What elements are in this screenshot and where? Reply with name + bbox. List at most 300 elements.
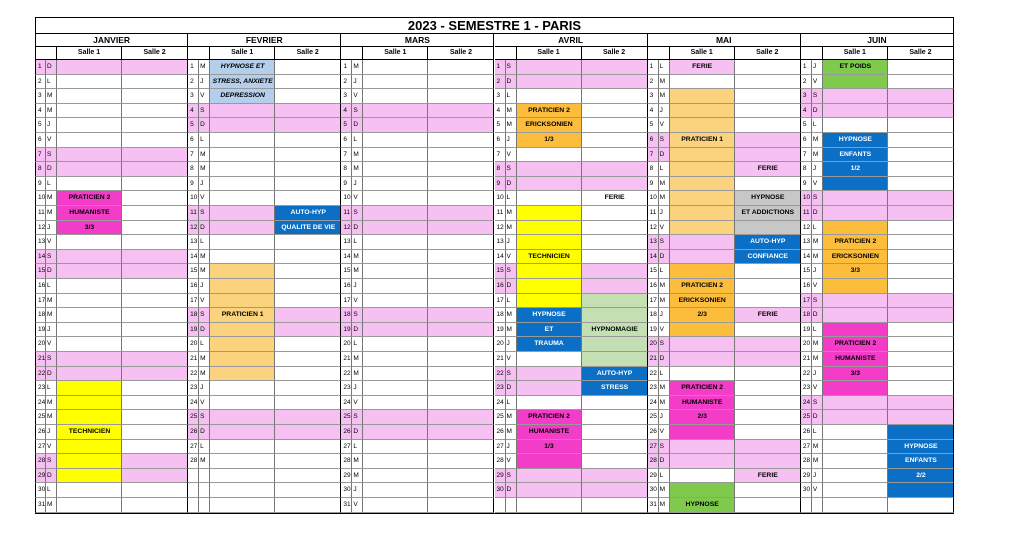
salle-2-cell[interactable] <box>122 162 188 177</box>
salle-1-cell[interactable] <box>670 337 735 352</box>
salle-1-cell[interactable] <box>670 89 735 104</box>
salle-2-cell[interactable] <box>735 221 801 236</box>
salle-2-cell[interactable] <box>582 191 648 206</box>
salle-2-cell[interactable] <box>582 483 648 498</box>
salle-1-cell[interactable] <box>517 323 582 338</box>
salle-1-cell[interactable] <box>823 279 888 294</box>
salle-1-cell[interactable] <box>57 148 122 163</box>
salle-1-cell[interactable] <box>210 133 275 148</box>
salle-2-cell[interactable] <box>428 337 494 352</box>
salle-1-cell[interactable] <box>823 483 888 498</box>
salle-1-cell[interactable] <box>363 337 428 352</box>
salle-2-cell[interactable] <box>582 381 648 396</box>
salle-1-cell[interactable] <box>57 264 122 279</box>
salle-2-cell[interactable] <box>122 323 188 338</box>
salle-2-cell[interactable] <box>275 498 341 513</box>
salle-1-cell[interactable] <box>57 162 122 177</box>
salle-1-cell[interactable] <box>57 367 122 382</box>
salle-2-cell[interactable] <box>888 279 954 294</box>
salle-2-cell[interactable] <box>582 221 648 236</box>
salle-2-cell[interactable] <box>122 454 188 469</box>
salle-2-cell[interactable] <box>735 162 801 177</box>
salle-2-cell[interactable] <box>582 410 648 425</box>
salle-1-cell[interactable] <box>210 118 275 133</box>
salle-2-cell[interactable] <box>888 454 954 469</box>
salle-2-cell[interactable] <box>735 323 801 338</box>
salle-1-cell[interactable] <box>823 381 888 396</box>
salle-1-cell[interactable] <box>517 396 582 411</box>
salle-2-cell[interactable] <box>122 250 188 265</box>
salle-2-cell[interactable] <box>735 177 801 192</box>
salle-2-cell[interactable] <box>888 294 954 309</box>
salle-1-cell[interactable] <box>670 177 735 192</box>
salle-1-cell[interactable] <box>517 352 582 367</box>
salle-1-cell[interactable] <box>363 469 428 484</box>
salle-2-cell[interactable] <box>275 118 341 133</box>
salle-2-cell[interactable] <box>888 323 954 338</box>
salle-1-cell[interactable] <box>210 191 275 206</box>
salle-1-cell[interactable] <box>517 221 582 236</box>
salle-1-cell[interactable] <box>57 337 122 352</box>
salle-1-cell[interactable] <box>517 60 582 75</box>
salle-1-cell[interactable] <box>57 279 122 294</box>
salle-1-cell[interactable] <box>363 60 428 75</box>
salle-2-cell[interactable] <box>735 483 801 498</box>
salle-2-cell[interactable] <box>122 221 188 236</box>
salle-1-cell[interactable] <box>670 221 735 236</box>
salle-2-cell[interactable] <box>582 133 648 148</box>
salle-1-cell[interactable] <box>363 133 428 148</box>
salle-2-cell[interactable] <box>582 352 648 367</box>
salle-1-cell[interactable] <box>210 352 275 367</box>
salle-2-cell[interactable] <box>275 60 341 75</box>
salle-2-cell[interactable] <box>888 206 954 221</box>
salle-1-cell[interactable] <box>823 60 888 75</box>
salle-2-cell[interactable] <box>275 279 341 294</box>
salle-1-cell[interactable] <box>670 498 735 513</box>
salle-1-cell[interactable] <box>363 104 428 119</box>
salle-2-cell[interactable] <box>428 148 494 163</box>
salle-1-cell[interactable] <box>670 60 735 75</box>
salle-2-cell[interactable] <box>122 133 188 148</box>
salle-1-cell[interactable] <box>210 104 275 119</box>
salle-2-cell[interactable] <box>735 410 801 425</box>
salle-1-cell[interactable] <box>823 221 888 236</box>
salle-1-cell[interactable] <box>670 162 735 177</box>
salle-2-cell[interactable] <box>888 235 954 250</box>
salle-2-cell[interactable] <box>122 410 188 425</box>
salle-2-cell[interactable] <box>582 75 648 90</box>
salle-2-cell[interactable] <box>428 396 494 411</box>
salle-1-cell[interactable] <box>363 191 428 206</box>
salle-1-cell[interactable] <box>57 469 122 484</box>
salle-1-cell[interactable] <box>517 381 582 396</box>
salle-1-cell[interactable] <box>517 264 582 279</box>
salle-2-cell[interactable] <box>122 337 188 352</box>
salle-1-cell[interactable] <box>670 294 735 309</box>
salle-1-cell[interactable] <box>363 162 428 177</box>
salle-2-cell[interactable] <box>428 250 494 265</box>
salle-2-cell[interactable] <box>122 308 188 323</box>
salle-2-cell[interactable] <box>735 279 801 294</box>
salle-1-cell[interactable] <box>517 162 582 177</box>
salle-2-cell[interactable] <box>735 235 801 250</box>
salle-2-cell[interactable] <box>888 118 954 133</box>
salle-1-cell[interactable] <box>517 235 582 250</box>
salle-1-cell[interactable] <box>57 483 122 498</box>
salle-2-cell[interactable] <box>735 367 801 382</box>
salle-1-cell[interactable] <box>363 367 428 382</box>
salle-2-cell[interactable] <box>122 498 188 513</box>
salle-1-cell[interactable] <box>517 133 582 148</box>
salle-1-cell[interactable] <box>57 381 122 396</box>
salle-2-cell[interactable] <box>122 148 188 163</box>
salle-1-cell[interactable] <box>363 279 428 294</box>
salle-2-cell[interactable] <box>735 60 801 75</box>
salle-1-cell[interactable] <box>363 118 428 133</box>
salle-2-cell[interactable] <box>735 104 801 119</box>
salle-1-cell[interactable] <box>210 162 275 177</box>
salle-2-cell[interactable] <box>735 133 801 148</box>
salle-2-cell[interactable] <box>582 89 648 104</box>
salle-1-cell[interactable] <box>517 206 582 221</box>
salle-1-cell[interactable] <box>57 294 122 309</box>
salle-2-cell[interactable] <box>582 454 648 469</box>
salle-2-cell[interactable] <box>888 469 954 484</box>
salle-2-cell[interactable] <box>275 425 341 440</box>
salle-1-cell[interactable] <box>57 323 122 338</box>
salle-2-cell[interactable] <box>275 148 341 163</box>
salle-2-cell[interactable] <box>888 337 954 352</box>
salle-1-cell[interactable] <box>57 60 122 75</box>
salle-1-cell[interactable] <box>517 118 582 133</box>
salle-1-cell[interactable] <box>57 75 122 90</box>
salle-2-cell[interactable] <box>122 177 188 192</box>
salle-2-cell[interactable] <box>735 89 801 104</box>
salle-1-cell[interactable] <box>517 308 582 323</box>
salle-2-cell[interactable] <box>888 89 954 104</box>
salle-2-cell[interactable] <box>888 498 954 513</box>
salle-2-cell[interactable] <box>582 367 648 382</box>
salle-1-cell[interactable] <box>57 352 122 367</box>
salle-2-cell[interactable] <box>888 104 954 119</box>
salle-2-cell[interactable] <box>735 337 801 352</box>
salle-2-cell[interactable] <box>888 60 954 75</box>
salle-1-cell[interactable] <box>517 294 582 309</box>
salle-1-cell[interactable] <box>823 469 888 484</box>
salle-1-cell[interactable] <box>210 250 275 265</box>
salle-1-cell[interactable] <box>517 89 582 104</box>
salle-1-cell[interactable] <box>517 498 582 513</box>
salle-2-cell[interactable] <box>275 454 341 469</box>
salle-1-cell[interactable] <box>210 483 275 498</box>
salle-1-cell[interactable] <box>823 337 888 352</box>
salle-2-cell[interactable] <box>582 206 648 221</box>
salle-1-cell[interactable] <box>670 279 735 294</box>
salle-1-cell[interactable] <box>57 235 122 250</box>
salle-1-cell[interactable] <box>517 75 582 90</box>
salle-2-cell[interactable] <box>735 381 801 396</box>
salle-1-cell[interactable] <box>210 221 275 236</box>
salle-2-cell[interactable] <box>275 469 341 484</box>
salle-1-cell[interactable] <box>210 425 275 440</box>
salle-1-cell[interactable] <box>517 454 582 469</box>
salle-2-cell[interactable] <box>428 469 494 484</box>
salle-1-cell[interactable] <box>823 323 888 338</box>
salle-2-cell[interactable] <box>122 294 188 309</box>
salle-1-cell[interactable] <box>517 410 582 425</box>
salle-1-cell[interactable] <box>210 337 275 352</box>
salle-1-cell[interactable] <box>670 250 735 265</box>
salle-2-cell[interactable] <box>275 294 341 309</box>
salle-1-cell[interactable] <box>823 308 888 323</box>
salle-1-cell[interactable] <box>670 396 735 411</box>
salle-1-cell[interactable] <box>823 118 888 133</box>
salle-1-cell[interactable] <box>823 162 888 177</box>
salle-1-cell[interactable] <box>57 410 122 425</box>
salle-1-cell[interactable] <box>57 440 122 455</box>
salle-2-cell[interactable] <box>122 264 188 279</box>
salle-2-cell[interactable] <box>122 469 188 484</box>
salle-1-cell[interactable] <box>823 235 888 250</box>
salle-2-cell[interactable] <box>428 191 494 206</box>
salle-2-cell[interactable] <box>428 294 494 309</box>
salle-2-cell[interactable] <box>735 425 801 440</box>
salle-2-cell[interactable] <box>735 498 801 513</box>
salle-2-cell[interactable] <box>122 206 188 221</box>
salle-1-cell[interactable] <box>670 425 735 440</box>
salle-2-cell[interactable] <box>275 264 341 279</box>
salle-2-cell[interactable] <box>582 250 648 265</box>
salle-1-cell[interactable] <box>210 454 275 469</box>
salle-1-cell[interactable] <box>823 425 888 440</box>
salle-2-cell[interactable] <box>275 221 341 236</box>
salle-2-cell[interactable] <box>122 425 188 440</box>
salle-2-cell[interactable] <box>428 89 494 104</box>
salle-2-cell[interactable] <box>735 75 801 90</box>
salle-2-cell[interactable] <box>888 264 954 279</box>
salle-1-cell[interactable] <box>363 89 428 104</box>
salle-1-cell[interactable] <box>517 483 582 498</box>
salle-2-cell[interactable] <box>582 162 648 177</box>
salle-2-cell[interactable] <box>735 206 801 221</box>
salle-1-cell[interactable] <box>210 148 275 163</box>
salle-2-cell[interactable] <box>428 425 494 440</box>
salle-2-cell[interactable] <box>735 352 801 367</box>
salle-1-cell[interactable] <box>210 308 275 323</box>
salle-1-cell[interactable] <box>823 133 888 148</box>
salle-2-cell[interactable] <box>735 148 801 163</box>
salle-2-cell[interactable] <box>428 352 494 367</box>
salle-1-cell[interactable] <box>363 381 428 396</box>
salle-2-cell[interactable] <box>582 425 648 440</box>
salle-1-cell[interactable] <box>670 469 735 484</box>
salle-2-cell[interactable] <box>122 440 188 455</box>
salle-2-cell[interactable] <box>888 221 954 236</box>
salle-2-cell[interactable] <box>428 498 494 513</box>
salle-2-cell[interactable] <box>275 440 341 455</box>
salle-1-cell[interactable] <box>210 381 275 396</box>
salle-1-cell[interactable] <box>210 279 275 294</box>
salle-1-cell[interactable] <box>363 483 428 498</box>
salle-2-cell[interactable] <box>428 264 494 279</box>
salle-1-cell[interactable] <box>57 308 122 323</box>
salle-2-cell[interactable] <box>888 177 954 192</box>
salle-1-cell[interactable] <box>823 250 888 265</box>
salle-1-cell[interactable] <box>210 323 275 338</box>
salle-2-cell[interactable] <box>428 440 494 455</box>
salle-1-cell[interactable] <box>363 75 428 90</box>
salle-2-cell[interactable] <box>275 89 341 104</box>
salle-1-cell[interactable] <box>670 323 735 338</box>
salle-2-cell[interactable] <box>888 440 954 455</box>
salle-1-cell[interactable] <box>823 410 888 425</box>
salle-2-cell[interactable] <box>122 483 188 498</box>
salle-1-cell[interactable] <box>363 323 428 338</box>
salle-2-cell[interactable] <box>275 381 341 396</box>
salle-2-cell[interactable] <box>122 191 188 206</box>
salle-2-cell[interactable] <box>275 191 341 206</box>
salle-1-cell[interactable] <box>517 440 582 455</box>
salle-1-cell[interactable] <box>210 75 275 90</box>
salle-1-cell[interactable] <box>363 308 428 323</box>
salle-1-cell[interactable] <box>823 294 888 309</box>
salle-2-cell[interactable] <box>122 381 188 396</box>
salle-1-cell[interactable] <box>670 75 735 90</box>
salle-2-cell[interactable] <box>275 483 341 498</box>
salle-2-cell[interactable] <box>582 440 648 455</box>
salle-2-cell[interactable] <box>888 162 954 177</box>
salle-1-cell[interactable] <box>823 191 888 206</box>
salle-1-cell[interactable] <box>363 177 428 192</box>
salle-2-cell[interactable] <box>122 279 188 294</box>
salle-1-cell[interactable] <box>57 118 122 133</box>
salle-2-cell[interactable] <box>735 294 801 309</box>
salle-2-cell[interactable] <box>888 381 954 396</box>
salle-1-cell[interactable] <box>363 396 428 411</box>
salle-1-cell[interactable] <box>363 425 428 440</box>
salle-2-cell[interactable] <box>582 294 648 309</box>
salle-1-cell[interactable] <box>210 410 275 425</box>
salle-1-cell[interactable] <box>670 148 735 163</box>
salle-1-cell[interactable] <box>363 498 428 513</box>
salle-2-cell[interactable] <box>582 323 648 338</box>
salle-1-cell[interactable] <box>517 177 582 192</box>
salle-1-cell[interactable] <box>210 206 275 221</box>
salle-2-cell[interactable] <box>275 323 341 338</box>
salle-1-cell[interactable] <box>517 279 582 294</box>
salle-2-cell[interactable] <box>428 206 494 221</box>
salle-2-cell[interactable] <box>428 410 494 425</box>
salle-2-cell[interactable] <box>582 308 648 323</box>
salle-2-cell[interactable] <box>888 148 954 163</box>
salle-1-cell[interactable] <box>363 352 428 367</box>
salle-1-cell[interactable] <box>57 191 122 206</box>
salle-2-cell[interactable] <box>122 89 188 104</box>
salle-1-cell[interactable] <box>670 264 735 279</box>
salle-2-cell[interactable] <box>582 337 648 352</box>
salle-1-cell[interactable] <box>57 133 122 148</box>
salle-1-cell[interactable] <box>363 410 428 425</box>
salle-2-cell[interactable] <box>888 75 954 90</box>
salle-2-cell[interactable] <box>275 206 341 221</box>
salle-1-cell[interactable] <box>57 498 122 513</box>
salle-1-cell[interactable] <box>210 396 275 411</box>
salle-1-cell[interactable] <box>823 352 888 367</box>
salle-2-cell[interactable] <box>888 367 954 382</box>
salle-2-cell[interactable] <box>888 396 954 411</box>
salle-2-cell[interactable] <box>582 396 648 411</box>
salle-1-cell[interactable] <box>517 469 582 484</box>
salle-2-cell[interactable] <box>122 75 188 90</box>
salle-1-cell[interactable] <box>210 440 275 455</box>
salle-1-cell[interactable] <box>823 440 888 455</box>
salle-2-cell[interactable] <box>582 104 648 119</box>
salle-2-cell[interactable] <box>275 250 341 265</box>
salle-1-cell[interactable] <box>670 191 735 206</box>
salle-1-cell[interactable] <box>57 454 122 469</box>
salle-1-cell[interactable] <box>670 235 735 250</box>
salle-2-cell[interactable] <box>275 177 341 192</box>
salle-1-cell[interactable] <box>363 264 428 279</box>
salle-1-cell[interactable] <box>210 264 275 279</box>
salle-1-cell[interactable] <box>823 206 888 221</box>
salle-1-cell[interactable] <box>823 177 888 192</box>
salle-1-cell[interactable] <box>517 148 582 163</box>
salle-1-cell[interactable] <box>57 104 122 119</box>
salle-1-cell[interactable] <box>363 294 428 309</box>
salle-2-cell[interactable] <box>428 104 494 119</box>
salle-1-cell[interactable] <box>823 454 888 469</box>
salle-1-cell[interactable] <box>517 250 582 265</box>
salle-1-cell[interactable] <box>670 118 735 133</box>
salle-2-cell[interactable] <box>735 264 801 279</box>
salle-2-cell[interactable] <box>275 162 341 177</box>
salle-2-cell[interactable] <box>582 279 648 294</box>
salle-2-cell[interactable] <box>122 396 188 411</box>
salle-2-cell[interactable] <box>888 483 954 498</box>
salle-1-cell[interactable] <box>363 148 428 163</box>
salle-2-cell[interactable] <box>428 381 494 396</box>
salle-2-cell[interactable] <box>428 75 494 90</box>
salle-1-cell[interactable] <box>823 264 888 279</box>
salle-1-cell[interactable] <box>670 410 735 425</box>
salle-1-cell[interactable] <box>363 440 428 455</box>
salle-2-cell[interactable] <box>275 410 341 425</box>
salle-2-cell[interactable] <box>735 191 801 206</box>
salle-2-cell[interactable] <box>888 410 954 425</box>
salle-2-cell[interactable] <box>275 352 341 367</box>
salle-1-cell[interactable] <box>57 425 122 440</box>
salle-1-cell[interactable] <box>363 221 428 236</box>
salle-1-cell[interactable] <box>670 104 735 119</box>
salle-1-cell[interactable] <box>670 352 735 367</box>
salle-2-cell[interactable] <box>428 367 494 382</box>
salle-1-cell[interactable] <box>363 454 428 469</box>
salle-1-cell[interactable] <box>823 367 888 382</box>
salle-2-cell[interactable] <box>735 396 801 411</box>
salle-2-cell[interactable] <box>428 118 494 133</box>
salle-2-cell[interactable] <box>582 264 648 279</box>
salle-1-cell[interactable] <box>210 469 275 484</box>
salle-1-cell[interactable] <box>57 396 122 411</box>
salle-1-cell[interactable] <box>517 367 582 382</box>
salle-2-cell[interactable] <box>122 235 188 250</box>
salle-2-cell[interactable] <box>275 308 341 323</box>
salle-2-cell[interactable] <box>735 308 801 323</box>
salle-2-cell[interactable] <box>428 323 494 338</box>
salle-1-cell[interactable] <box>363 250 428 265</box>
